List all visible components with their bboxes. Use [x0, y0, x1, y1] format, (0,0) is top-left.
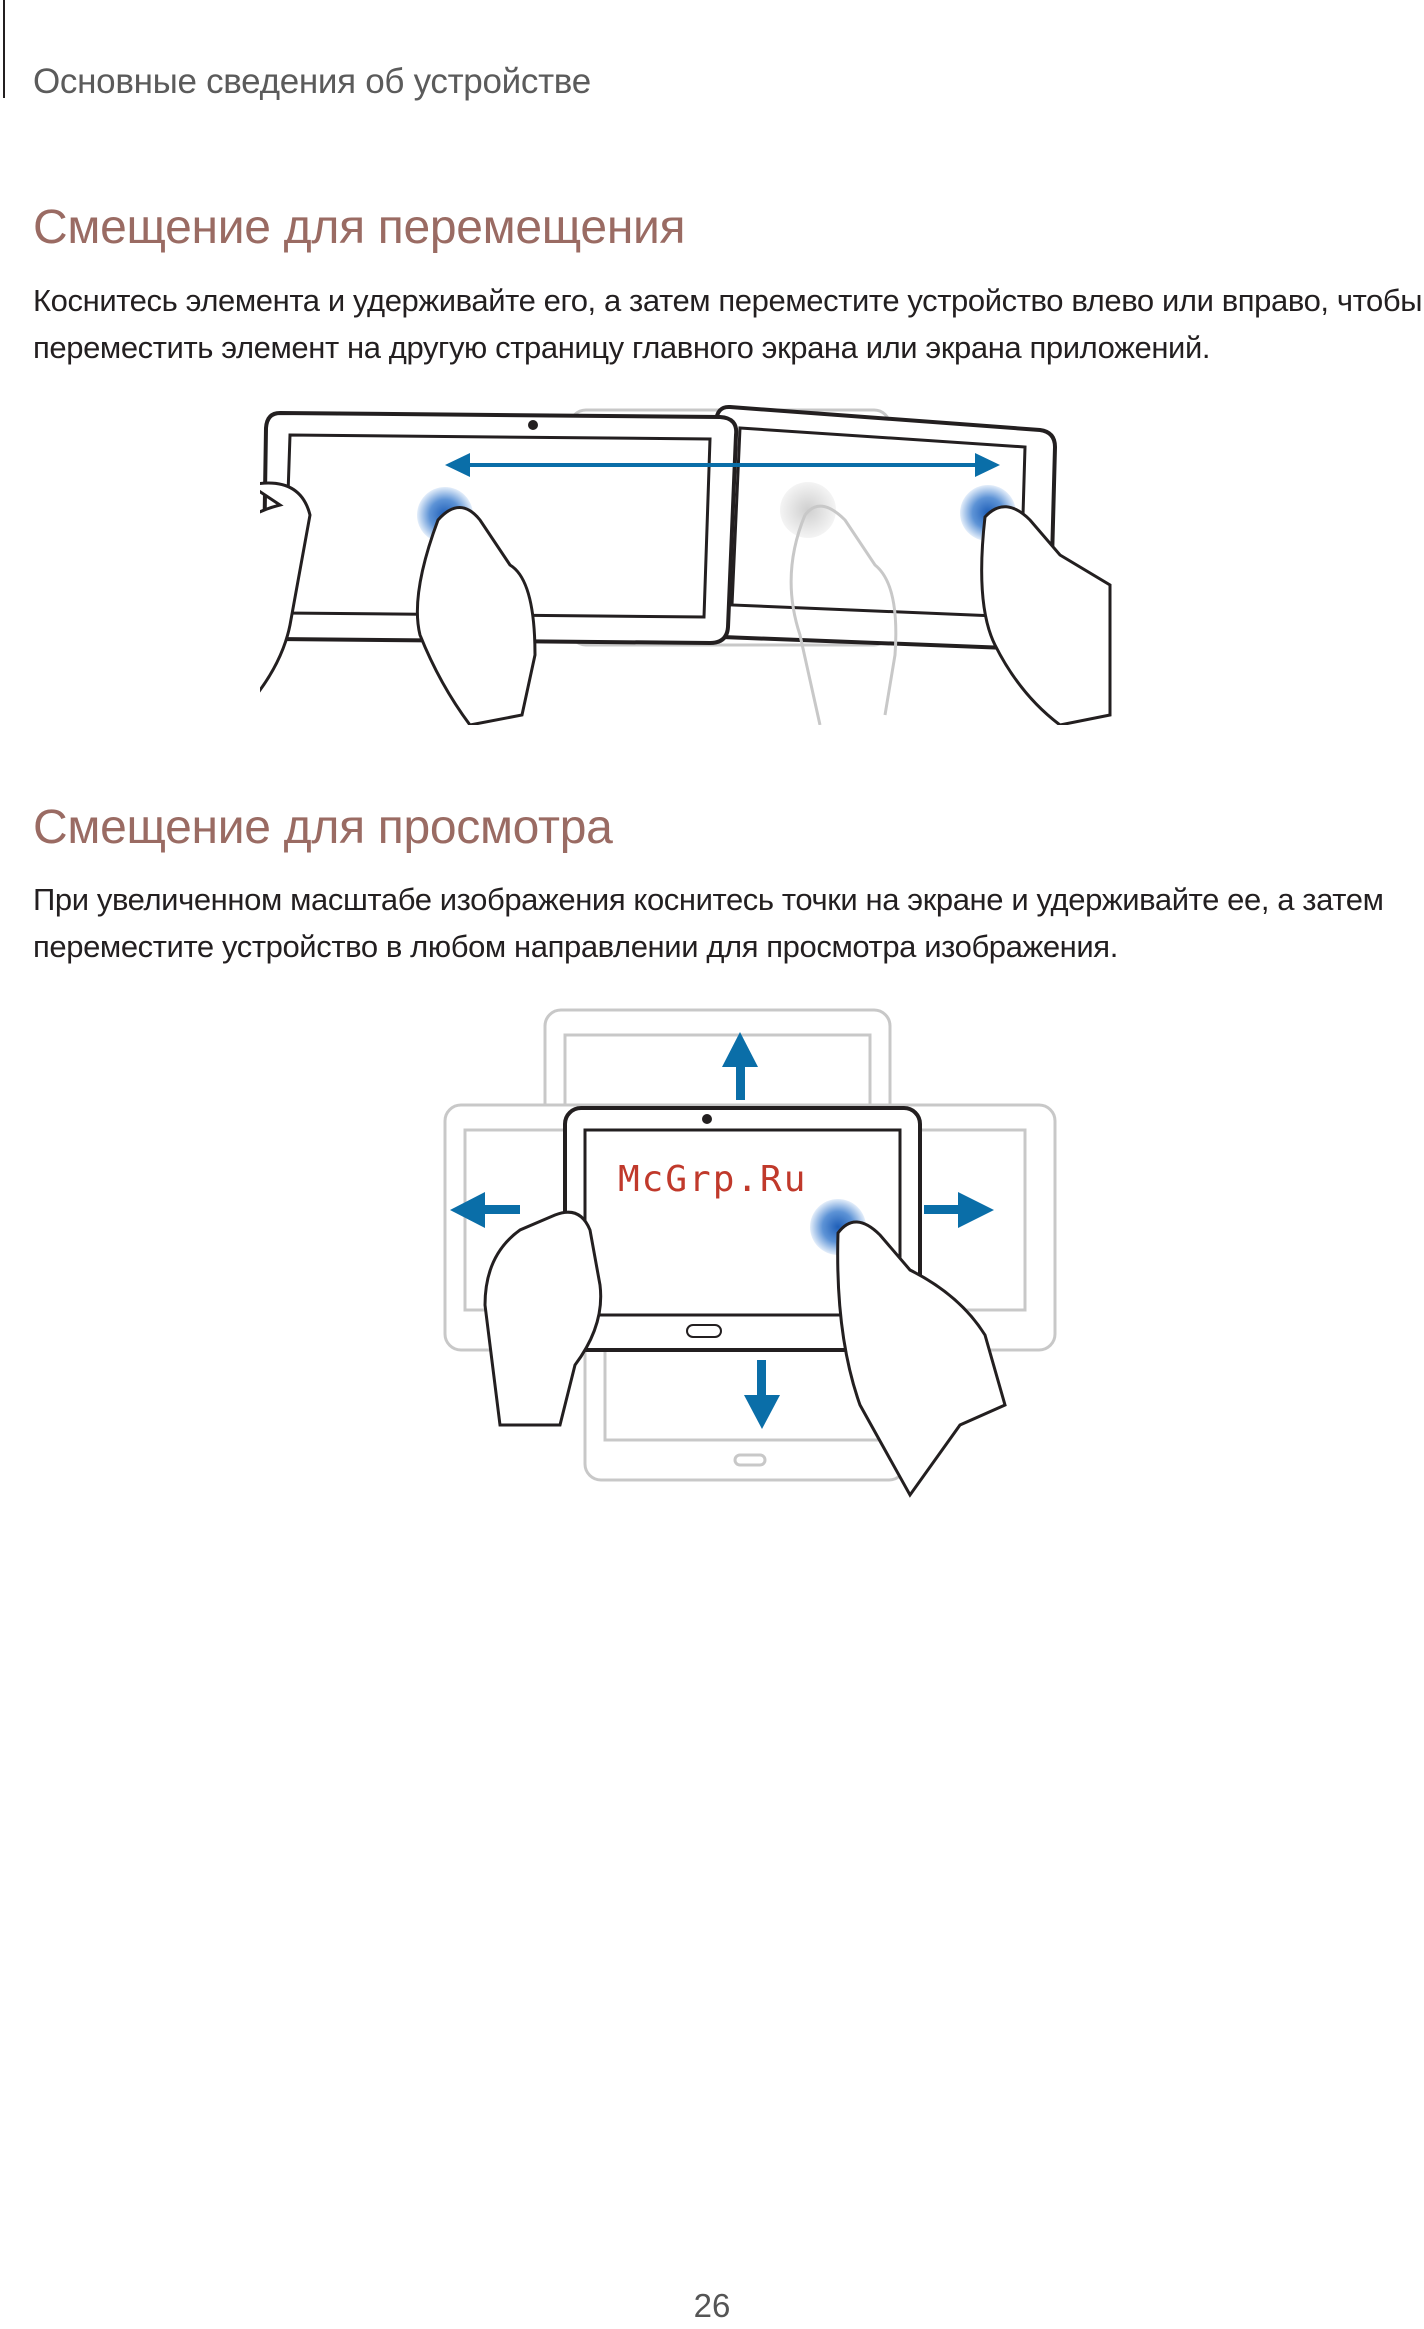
body-line: переместить элемент на другую страницу главного экрана или экрана приложений.: [33, 330, 1211, 365]
section-title-view: Смещение для просмотра: [33, 801, 613, 854]
tilt-move-illustration: [260, 395, 1120, 725]
section-body-view: [33, 876, 1423, 970]
watermark-text: McGrp.Ru: [618, 1159, 808, 1200]
page-number: 26: [693, 2287, 731, 2324]
section-body-move: [33, 277, 1423, 371]
body-line: переместите устройство в любом направлении для просмотра изображения.: [33, 929, 1118, 964]
hand-right-icon: [982, 507, 1110, 725]
page-edge-line: [3, 0, 5, 98]
tilt-view-illustration: [440, 1005, 1060, 1505]
running-header: Основные сведения об устройстве: [33, 62, 591, 101]
body-line: При увеличенном масштабе изображения коснитесь точки на экране и удерживайте ее, а затем: [33, 882, 1384, 917]
section-title-move: Смещение для перемещения: [33, 201, 686, 254]
body-line: Коснитесь элемента и удерживайте его, а затем переместите устройство влево или вправо, чтобы: [33, 283, 1423, 318]
